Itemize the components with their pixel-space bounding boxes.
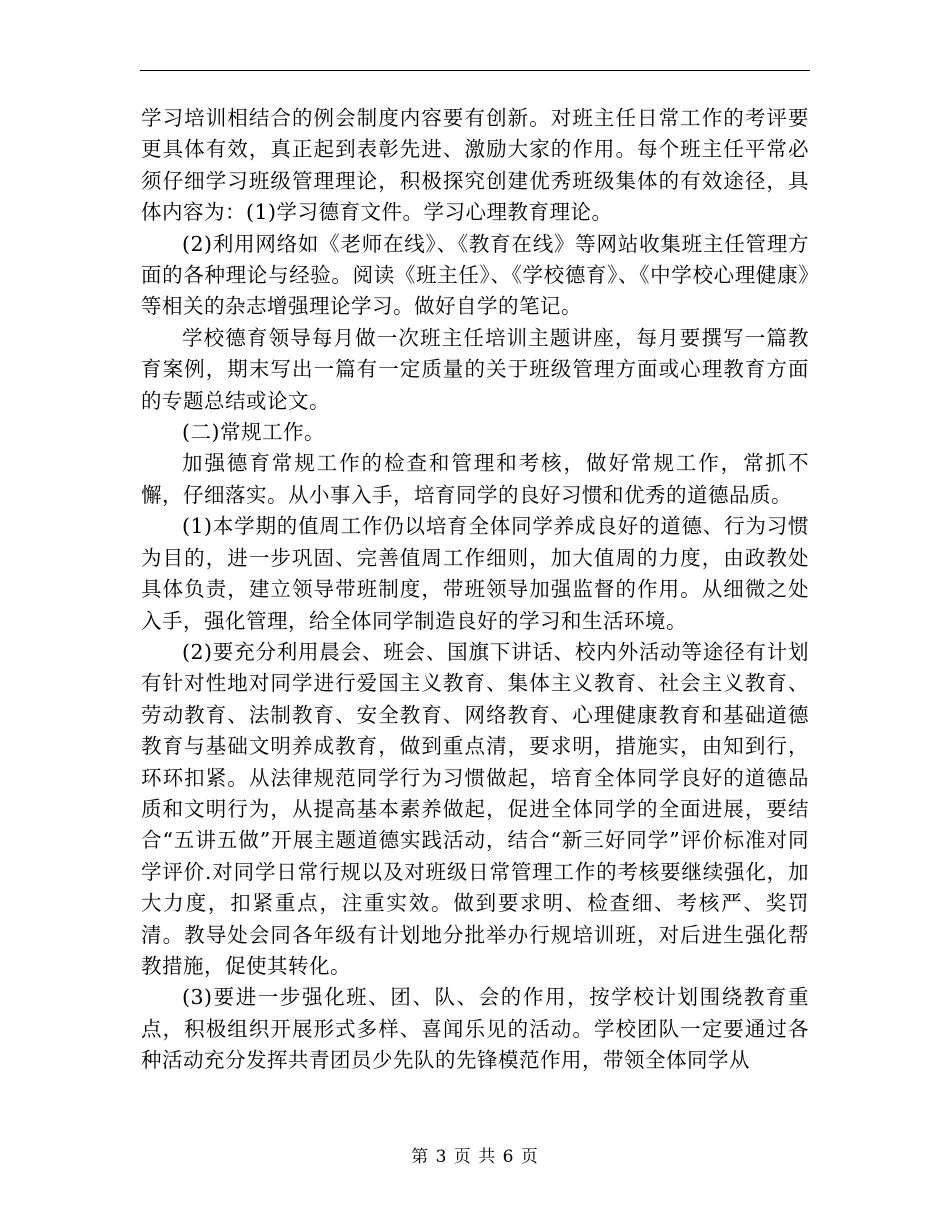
paragraph: 学习培训相结合的例会制度内容要有创新。对班主任日常工作的考评要更具体有效，真正起到表彰先进、激励大家的作用。每个班主任平常必须仔细学习班级管理理论，积极探究创建优秀班级集体的有效途径，具体内容为：(1)学习德育文件。学习心理教育理论。: [141, 106, 809, 225]
header-rule: [140, 70, 810, 71]
paragraph: 学校德育领导每月做一次班主任培训主题讲座，每月要撰写一篇教育案例，期末写出一篇有一定质量的关于班级管理方面或心理教育方面的专题总结或论文。: [141, 325, 809, 413]
paragraph: (2)利用网络如《老师在线》、《教育在线》等网站收集班主任管理方面的各种理论与经验。阅读《班主任》、《学校德育》、《中学校心理健康》等相关的杂志增强理论学习。做好自学的笔记。: [141, 231, 809, 319]
section-heading: (二)常规工作。: [182, 420, 325, 445]
paragraph: (2)要充分利用晨会、班会、国旗下讲话、校内外活动等途径有计划有针对性地对同学进行爱国主义教育、集体主义教育、社会主义教育、劳动教育、法制教育、安全教育、网络教育、心理健康教育和基础道德教育与基础文明养成教育，做到重点清，要求明，措施实，由知到行，环环扣紧。从法律规范同学行为习惯做起，培育全体同学良好的道德品质和文明行为，从提高基本素养做起，促进全体同学的全面进展，要结合“五讲五做”开展主题道德实践活动，结合“新三好同学”评价标准对同学评价.对同学日常行规以及对班级日常管理工作的考核要继续强化，加大力度，扣紧重点，注重实效。做到要求明、检查细、考核严、奖罚清。教导处会同各年级有计划地分批举办行规培训班，对后进生强化帮教措施，促使其转化。: [141, 639, 809, 978]
document-body: [141, 103, 809, 1077]
paragraph: 加强德育常规工作的检查和管理和考核，做好常规工作，常抓不懈，仔细落实。从小事入手，培育同学的良好习惯和优秀的道德品质。: [141, 451, 809, 507]
paragraph: (1)本学期的值周工作仍以培育全体同学养成良好的道德、行为习惯为目的，进一步巩固、完善值周工作细则，加大值周的力度，由政教处具体负责，建立领导带班制度，带班领导加强监督的作用。从细微之处入手，强化管理，给全体同学制造良好的学习和生活环境。: [141, 514, 809, 633]
paragraph: (3)要进一步强化班、团、队、会的作用，按学校计划围绕教育重点，积极组织开展形式多样、喜闻乐见的活动。学校团队一定要通过各种活动充分发挥共青团员少先队的先锋模范作用，带领全体同学从: [141, 985, 809, 1073]
page-number-text: 第 3 页 共 6 页: [411, 1147, 539, 1167]
page-footer: [0, 1146, 950, 1168]
